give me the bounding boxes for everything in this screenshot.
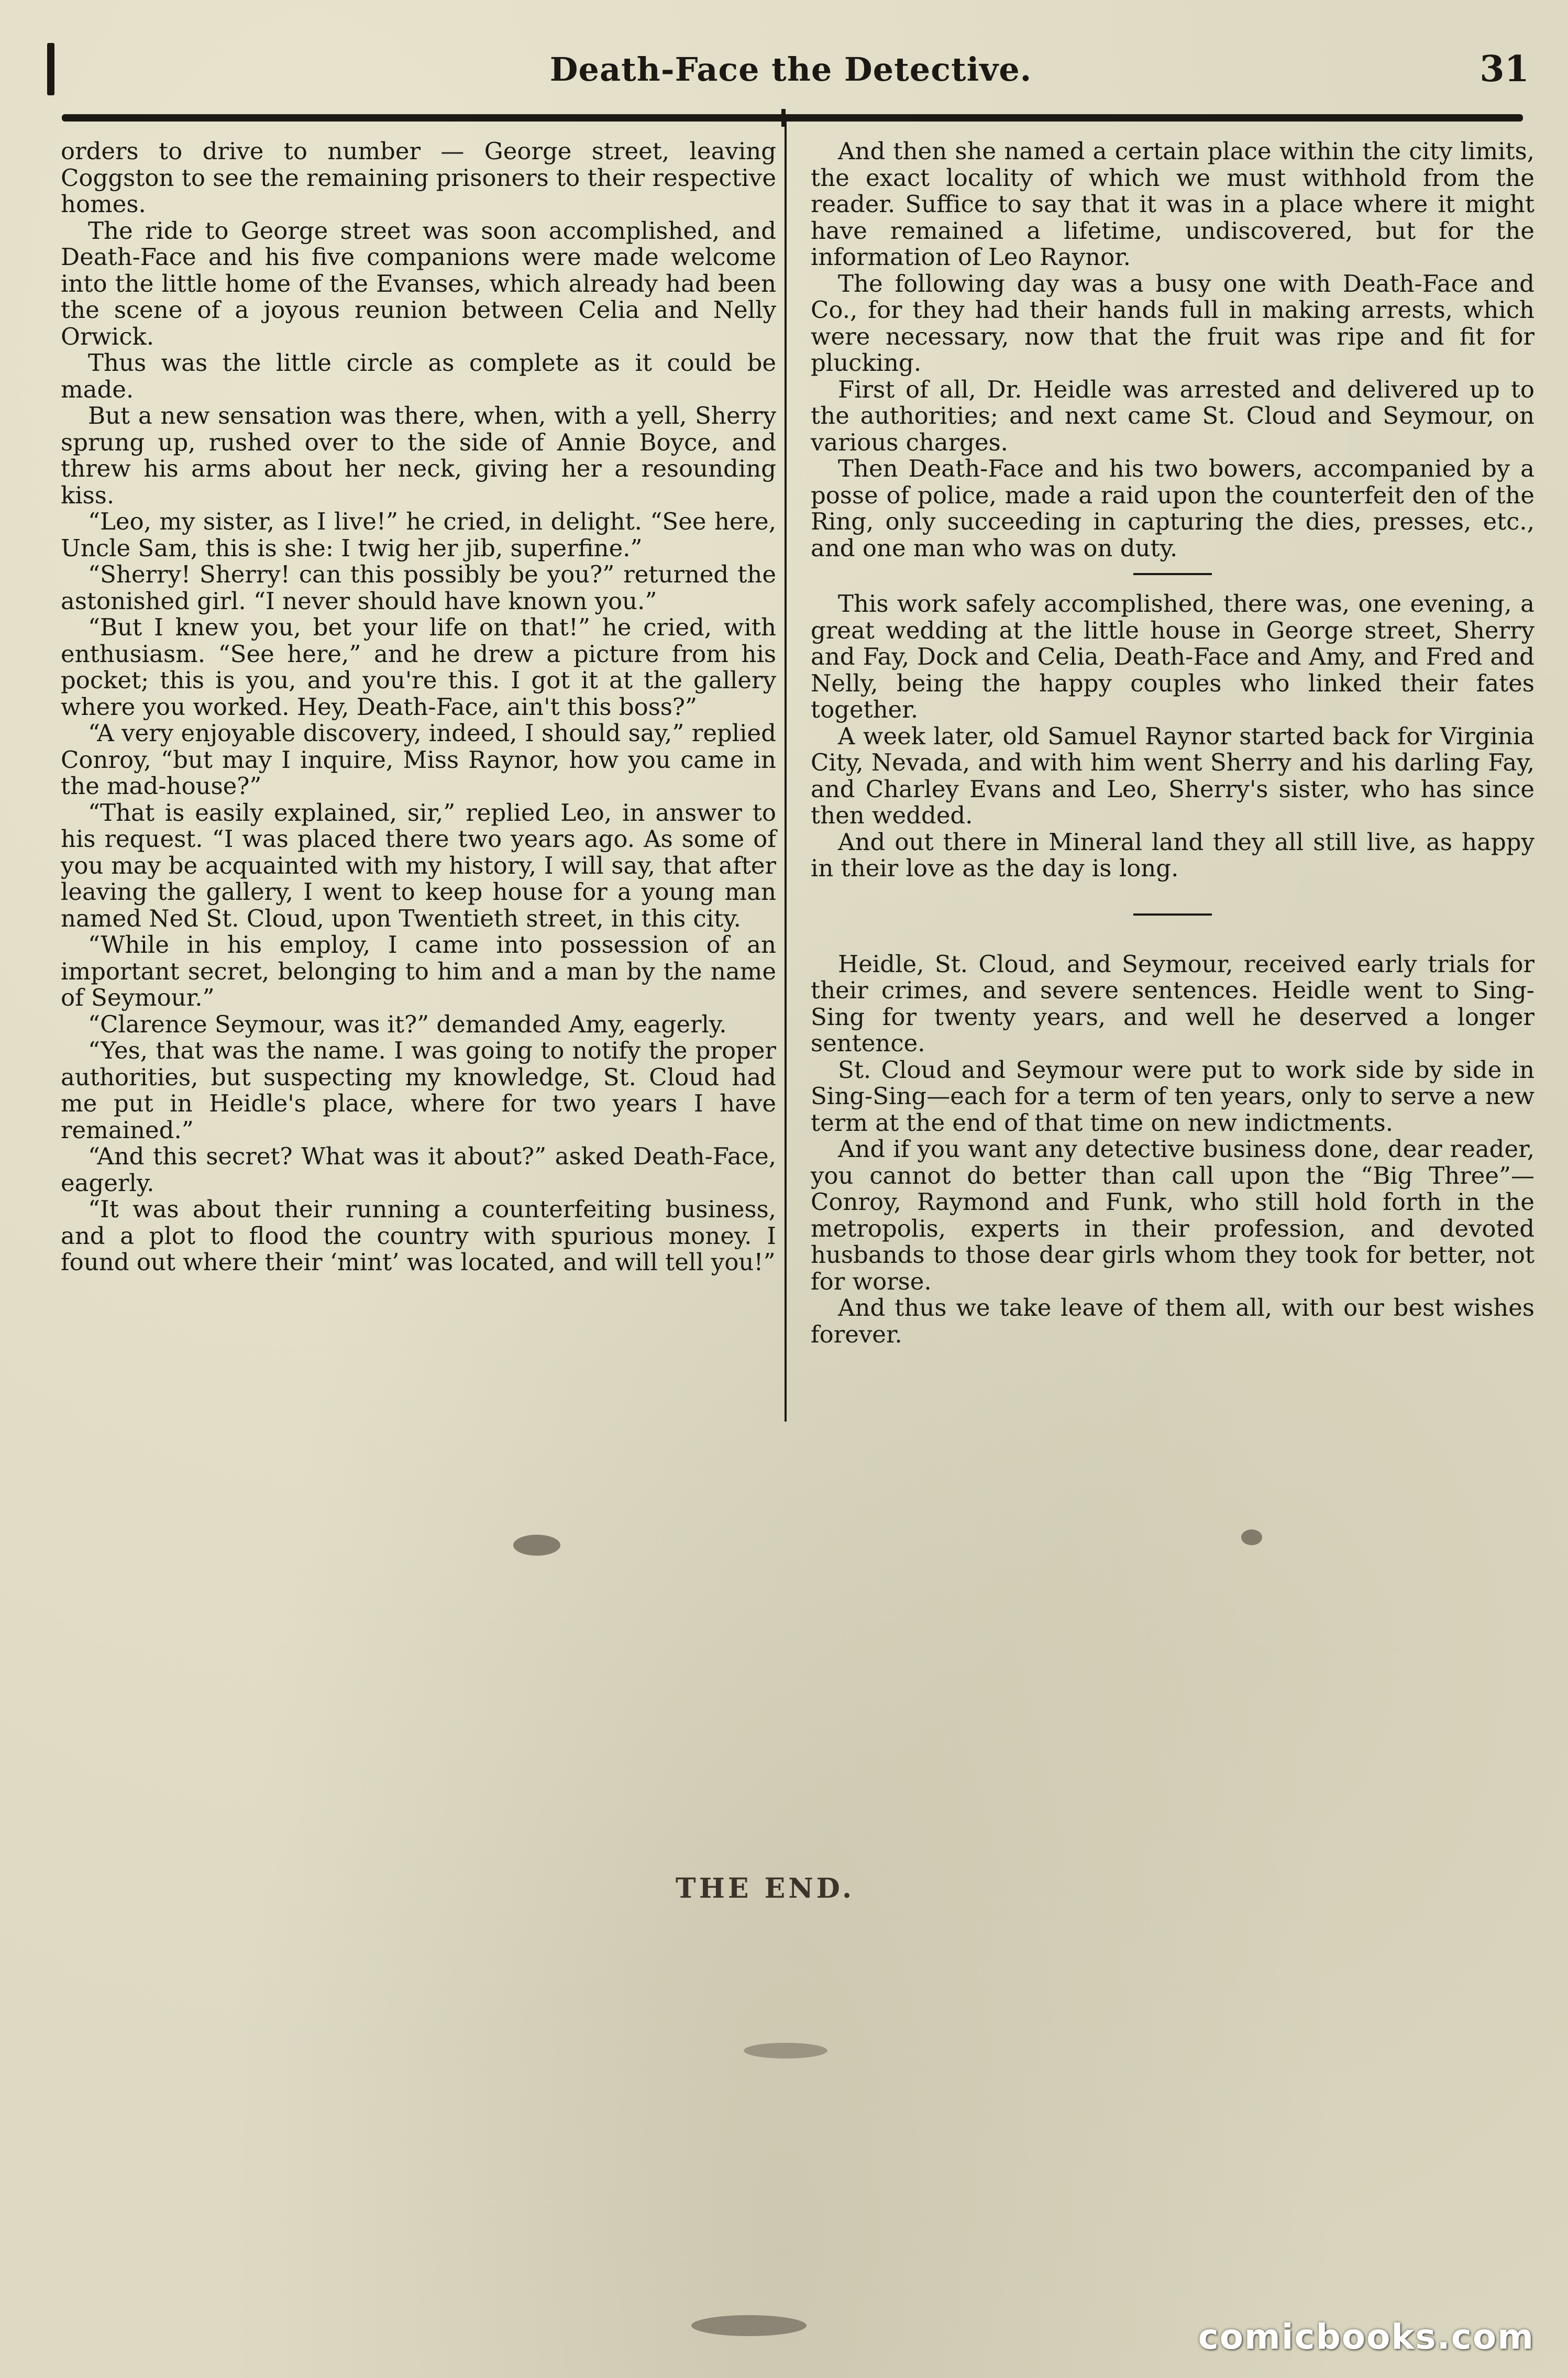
paragraph: “That is easily explained, sir,” replied Leo, in answer to his request. “I was placed there two years ago. As some of you may be acquainted with my history, I will say, that after leaving the gallery, I went to keep house for a young man named Ned St. Cloud, upon Twentieth street, in this city. [61, 798, 776, 932]
paragraph: “Sherry! Sherry! can this possibly be you?” returned the astonished girl. “I never should have known you.” [61, 560, 776, 615]
right-column [811, 138, 1534, 1348]
paragraph: “But I knew you, bet your life on that!” he cried, with enthusiasm. “See here,” and he drew a picture from his pocket; this is you, and you're this. I got it at the gallery where you worked. Hey, Death-Face, ain't this boss?” [61, 613, 776, 721]
paragraph: “A very enjoyable discovery, indeed, I should say,” replied Conroy, “but may I inquire, Miss Raynor, how you came in the mad-house?” [61, 719, 776, 800]
ink-smudge [691, 2315, 807, 2336]
paragraph: “And this secret? What was it about?” asked Death-Face, eagerly. [61, 1142, 776, 1197]
page-number: 31 [1479, 48, 1529, 90]
paragraph: “Leo, my sister, as I live!” he cried, in delight. “See here, Uncle Sam, this is she: I twig her jib, superfine.” [61, 508, 776, 562]
paragraph: The ride to George street was soon accomplished, and Death-Face and his five companions were made welcome into the little home of the Evanses, which already had been the scene of a joyous reunion between Celia and Nelly Orwick. [61, 216, 776, 350]
ink-smudge [513, 1535, 560, 1556]
site-watermark: comicbooks.com [1198, 2317, 1534, 2357]
header-rule [62, 114, 1523, 122]
section-divider [1133, 573, 1212, 575]
column-divider [785, 122, 787, 1422]
paragraph: This work safely accomplished, there was, one evening, a great wedding at the little house in George street, Sherry and Fay, Dock and Celia, Death-Face and Amy, and Fred and Nelly, being the happy couples who linked their fates together. [811, 590, 1534, 723]
paragraph: And thus we take leave of them all, with our best wishes forever. [811, 1294, 1534, 1348]
paragraph: “Yes, that was the name. I was going to notify the proper authorities, but suspecting my knowledge, St. Cloud had me put in Heidle's place, where for two years I have remained.” [61, 1037, 776, 1144]
paragraph: Heidle, St. Cloud, and Seymour, received early trials for their crimes, and severe sentences. Heidle went to Sing-Sing for twenty years, and well he deserved a longer sentence. [811, 950, 1534, 1057]
ink-smudge [744, 2043, 827, 2058]
paragraph: And then she named a certain place within the city limits, the exact locality of which we must withhold from the reader. Suffice to say that it was in a place where it might have remained a lifetime, undiscovered, but for the information of Leo Raynor. [811, 137, 1534, 271]
running-header [47, 37, 1534, 105]
paragraph: And out there in Mineral land they all still live, as happy in their love as the day is long. [811, 828, 1534, 882]
paragraph: “It was about their running a counterfeiting business, and a plot to flood the country with spurious money. I found out where their ‘mint’ was located, and will tell you!” [61, 1195, 776, 1276]
paragraph: orders to drive to number — George street, leaving Coggston to see the remaining prisoners to their respective homes. [61, 137, 776, 218]
paragraph: A week later, old Samuel Raynor started back for Virginia City, Nevada, and with him went Sherry and his darling Fay, and Charley Evans and Leo, Sherry's sister, who has since then wedded. [811, 722, 1534, 829]
paragraph: St. Cloud and Seymour were put to work side by side in Sing-Sing—each for a term of ten years, only to serve a new term at the end of that time on new indictments. [811, 1055, 1534, 1137]
paragraph: Thus was the little circle as complete as it could be made. [61, 349, 776, 403]
paragraph: But a new sensation was there, when, with a yell, Sherry sprung up, rushed over to the side of Annie Boyce, and threw his arms about her neck, giving her a resounding kiss. [61, 402, 776, 509]
section-divider [1133, 913, 1212, 916]
paragraph: And if you want any detective business done, dear reader, you cannot do better than call upon the “Big Three”—Conroy, Raymond and Funk, who still hold forth in the metropolis, experts in their profession, and devoted husbands to those dear girls whom they took for better, not for worse. [811, 1135, 1534, 1295]
end-mark: THE END. [676, 1873, 855, 1904]
paragraph: First of all, Dr. Heidle was arrested and delivered up to the authorities; and next came St. Cloud and Seymour, on various charges. [811, 375, 1534, 456]
left-column [61, 138, 776, 1276]
ink-smudge [1241, 1529, 1262, 1545]
paragraph: Then Death-Face and his two bowers, accompanied by a posse of police, made a raid upon the counterfeit den of the Ring, only succeeding in capturing the dies, presses, etc., and one man who was on duty. [811, 455, 1534, 562]
running-title: Death-Face the Detective. [549, 50, 1032, 89]
paragraph: The following day was a busy one with Death-Face and Co., for they had their hands full in making arrests, which were necessary, now that the fruit was ripe and fit for plucking. [811, 269, 1534, 377]
paragraph: “While in his employ, I came into possession of an important secret, belonging to him and a man by the name of Seymour.” [61, 931, 776, 1011]
paragraph: “Clarence Seymour, was it?” demanded Amy, eagerly. [88, 1010, 727, 1038]
